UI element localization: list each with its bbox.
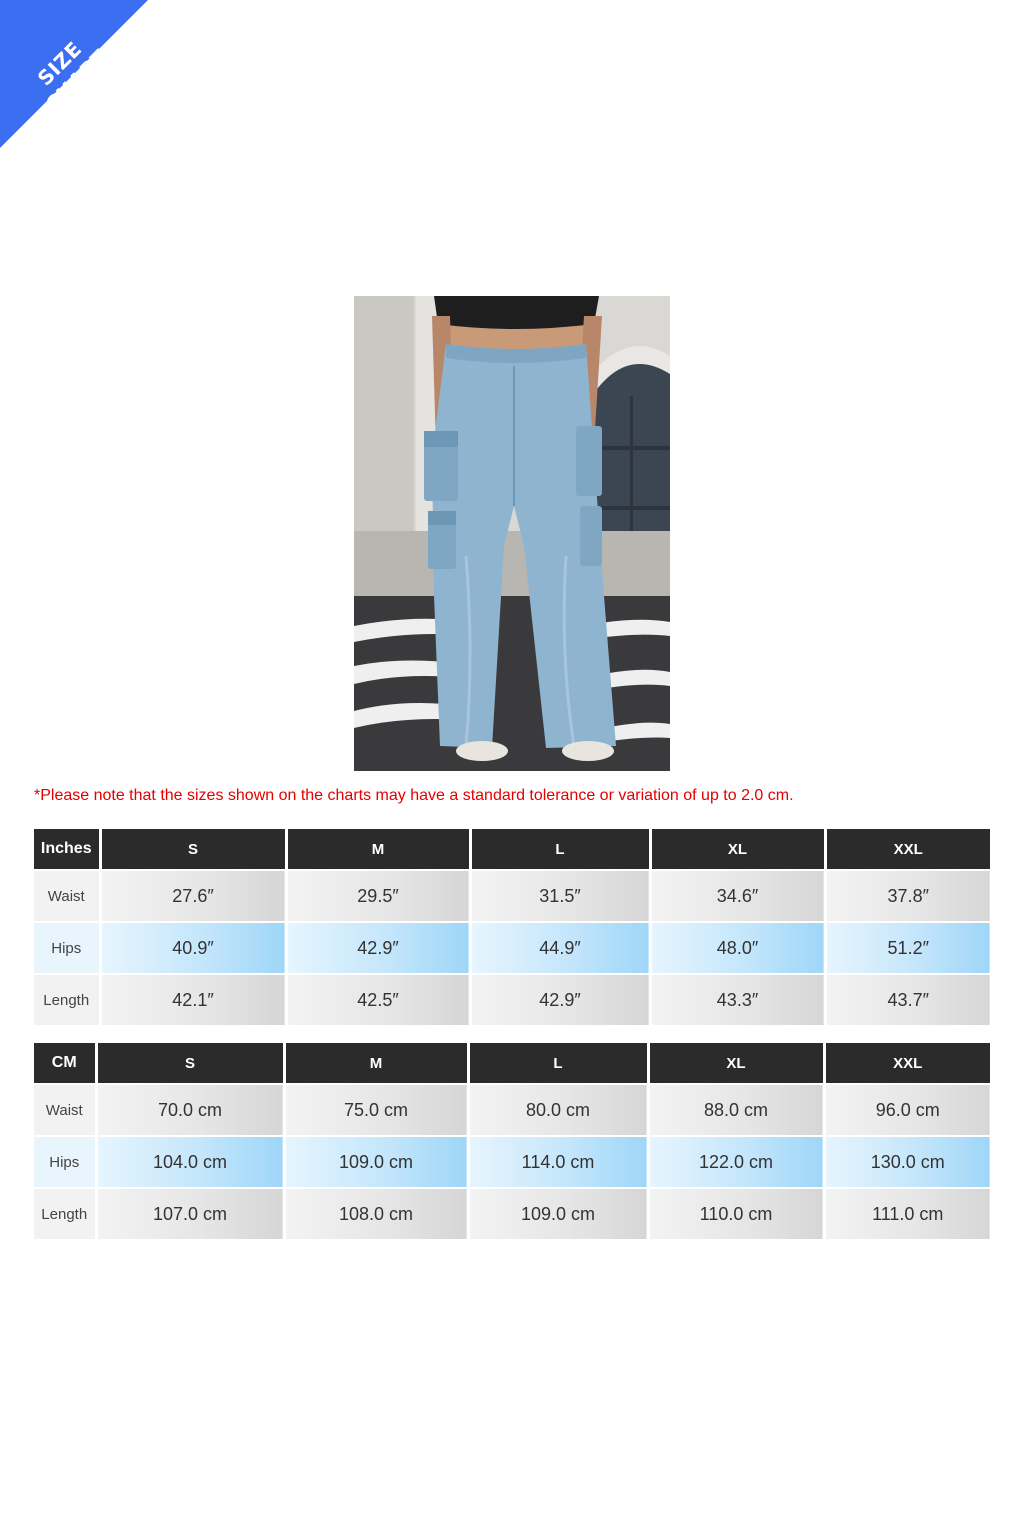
size-header: XXL [824,1043,990,1084]
row-label: Waist [34,870,100,922]
inches-size-table [34,829,990,1027]
table-row-length [34,1188,990,1240]
size-header: XL [650,829,825,870]
table-row-waist [34,1084,990,1136]
table-cell: 111.0 cm [824,1188,990,1240]
table-cell: 110.0 cm [648,1188,824,1240]
table-cell: 43.7″ [825,974,990,1026]
table-cell: 29.5″ [286,870,470,922]
table-row-hips [34,1136,990,1188]
size-chart-ribbon [0,0,150,150]
table-row-length [34,974,990,1026]
inches-header-row [34,829,990,870]
table-row-hips [34,922,990,974]
unit-label: CM [34,1043,96,1084]
row-label: Length [34,1188,96,1240]
table-cell: 43.3″ [650,974,825,1026]
table-cell: 122.0 cm [648,1136,824,1188]
table-cell: 88.0 cm [648,1084,824,1136]
table-cell: 108.0 cm [284,1188,468,1240]
table-cell: 42.9″ [470,974,650,1026]
ribbon-label: SIZE CHART [32,36,113,117]
cm-size-table [34,1043,990,1241]
row-label: Hips [34,922,100,974]
size-header: L [470,829,650,870]
table-cell: 109.0 cm [284,1136,468,1188]
table-cell: 27.6″ [100,870,286,922]
table-cell: 75.0 cm [284,1084,468,1136]
table-cell: 107.0 cm [96,1188,284,1240]
cm-header-row [34,1043,990,1084]
tolerance-note: *Please note that the sizes shown on the charts may have a standard tolerance or variation of up to 2.0 cm. [34,787,794,804]
table-cell: 31.5″ [470,870,650,922]
table-cell: 104.0 cm [96,1136,284,1188]
table-cell: 48.0″ [650,922,825,974]
product-photo [354,296,670,771]
size-header: M [286,829,470,870]
table-cell: 114.0 cm [468,1136,648,1188]
table-cell: 44.9″ [470,922,650,974]
row-label: Hips [34,1136,96,1188]
table-cell: 42.5″ [286,974,470,1026]
table-cell: 40.9″ [100,922,286,974]
table-cell: 109.0 cm [468,1188,648,1240]
table-cell: 42.1″ [100,974,286,1026]
size-header: S [100,829,286,870]
size-header: L [468,1043,648,1084]
table-cell: 51.2″ [825,922,990,974]
size-header: M [284,1043,468,1084]
table-cell: 96.0 cm [824,1084,990,1136]
table-cell: 42.9″ [286,922,470,974]
table-row-waist [34,870,990,922]
table-cell: 80.0 cm [468,1084,648,1136]
unit-label: Inches [34,829,100,870]
row-label: Waist [34,1084,96,1136]
table-cell: 37.8″ [825,870,990,922]
row-label: Length [34,974,100,1026]
table-cell: 70.0 cm [96,1084,284,1136]
size-header: S [96,1043,284,1084]
size-header: XXL [825,829,990,870]
table-cell: 34.6″ [650,870,825,922]
table-cell: 130.0 cm [824,1136,990,1188]
size-header: XL [648,1043,824,1084]
